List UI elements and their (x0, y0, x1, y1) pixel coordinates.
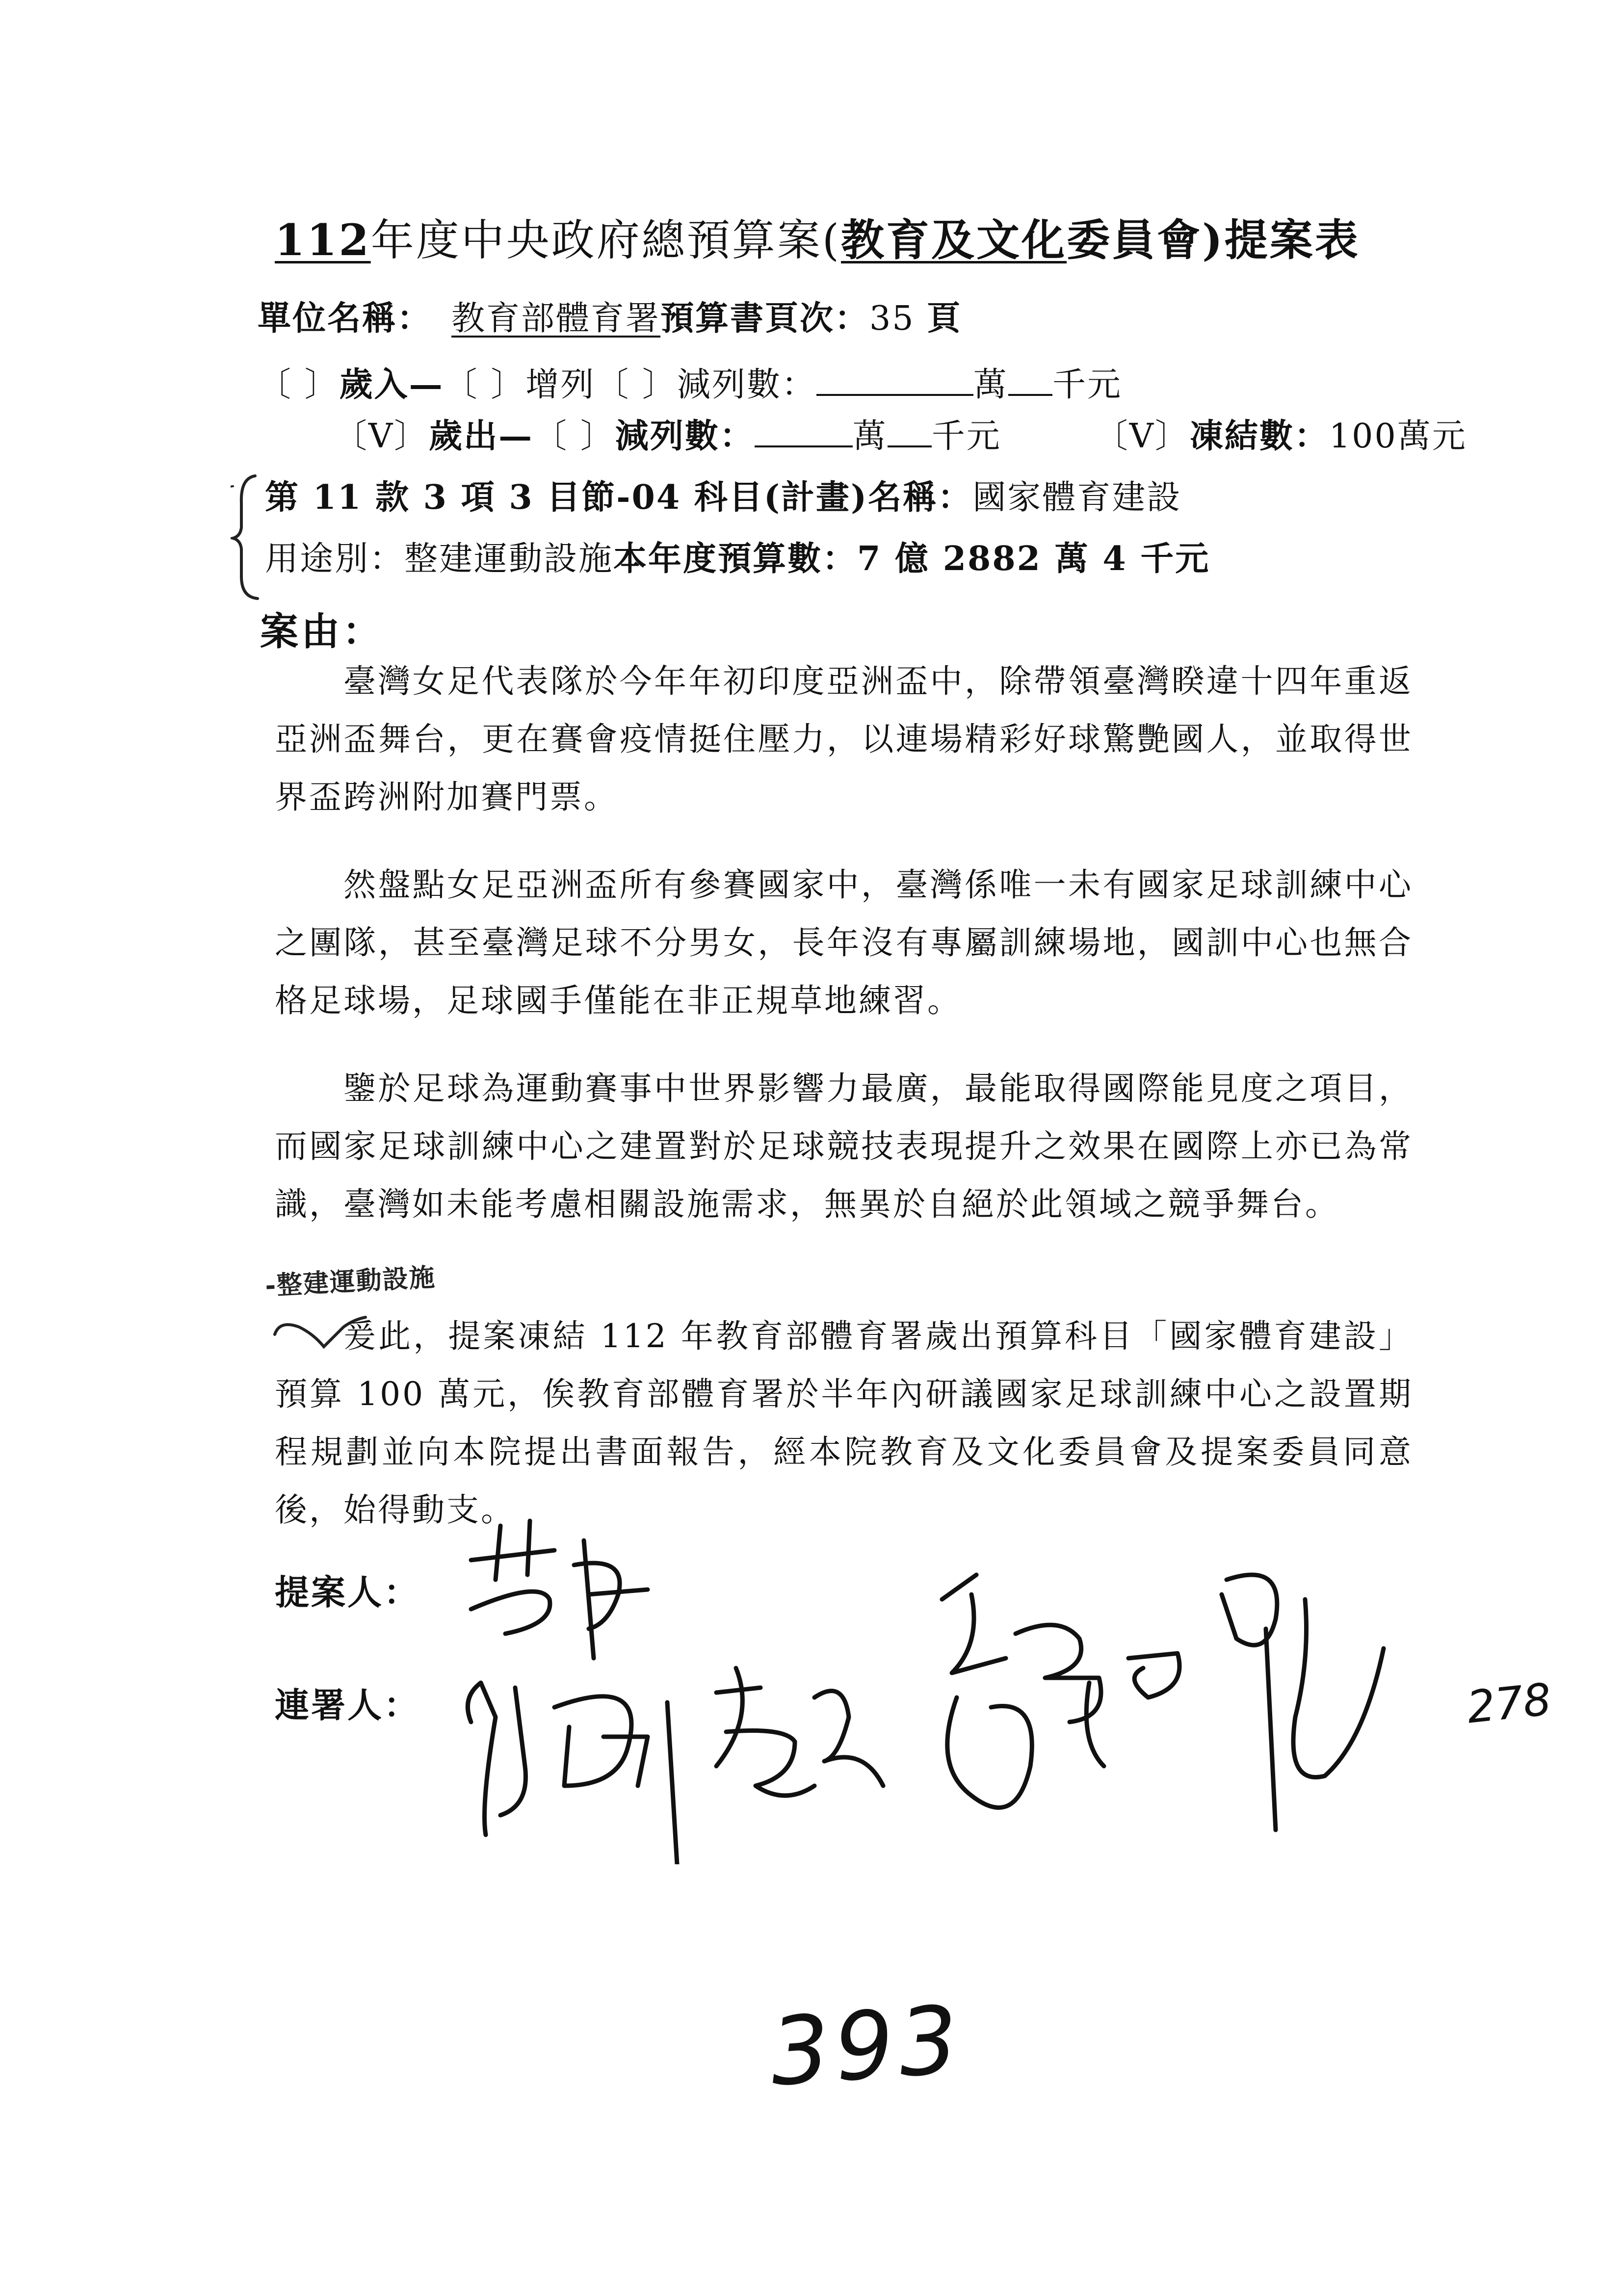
revenue-wan-blank (816, 365, 973, 396)
expense-wan-blank (755, 417, 853, 447)
title-year: 112 (275, 214, 371, 265)
revenue-qian: 千元 (1052, 365, 1122, 404)
page-title (275, 206, 1403, 268)
subject-label: 第 11 款 3 項 3 目節-04 科目(計畫)名稱： (265, 478, 973, 517)
revenue-add: 增列 (525, 365, 596, 404)
corner-number-handwritten (1464, 1673, 1554, 1734)
page-value: 35 (869, 299, 915, 338)
revenue-bracket: 〔 〕 (258, 365, 340, 404)
proposer-label: 提案人： (275, 1572, 420, 1613)
revenue-label: 歲入— (339, 365, 444, 404)
expense-bracket: 〔 〕 (533, 417, 615, 456)
revenue-reduce-bracket: 〔 〕 (595, 365, 677, 404)
expense-wan: 萬 (852, 417, 888, 456)
paragraph-3: 鑒於足球為運動賽事中世界影響力最廣，最能取得國際能見度之項目，而國家足球訓練中心之建置對於足球競技表現提升之效果在國際上亦已為常識，臺灣如未能考慮相關設施需求，無異於自絕於此領域之競爭舞台。 (275, 1070, 1413, 1223)
reason-heading: 案由： (260, 609, 384, 654)
freeze-label: 凍結數： (1189, 417, 1329, 456)
paragraph-2: 然盤點女足亞洲盃所有參賽國家中，臺灣係唯一未有國家足球訓練中心之團隊，甚至臺灣足球不分男女，長年沒有專屬訓練場地，國訓中心也無合格足球場，足球國手僅能在非正規草地練習。 (275, 866, 1413, 1019)
title-part2: 委員會)提案表 (1067, 214, 1360, 265)
paragraph-1: 臺灣女足代表隊於今年年初印度亞洲盃中，除帶領臺灣睽違十四年重返亞洲盃舞台，更在賽會疫情挺住壓力，以連場精彩好球驚艷國人，並取得世界盃跨洲附加賽門票。 (275, 662, 1413, 816)
handwritten-annotation (264, 1261, 437, 1302)
title-part1: 年度中央政府總預算案( (370, 215, 841, 265)
handwritten-brace (231, 473, 260, 601)
page-label: 預算書頁次： (660, 299, 870, 338)
annotation-text: -整建運動設施 (264, 1262, 437, 1302)
page-suffix: 頁 (927, 299, 962, 338)
expense-line (334, 410, 1467, 457)
title-committee: 教育及文化 (841, 214, 1067, 265)
expense-mark: 〔V〕 (334, 417, 429, 456)
expense-label: 歲出— (429, 417, 534, 456)
unit-label: 單位名稱： (258, 299, 432, 338)
expense-qian: 千元 (931, 417, 1001, 456)
cosigner-label: 連署人： (275, 1685, 420, 1725)
freeze-value: 100萬元 (1329, 417, 1467, 456)
budget-label: 本年度預算數： (613, 539, 858, 578)
usage-line (265, 532, 1210, 580)
revenue-wan: 萬 (973, 365, 1008, 404)
unit-line (258, 292, 962, 339)
unit-value: 教育部體育署 (451, 299, 661, 338)
revenue-add-bracket: 〔 〕 (444, 365, 526, 404)
page-number-handwritten (766, 1985, 967, 2107)
subject-line (265, 471, 1181, 519)
signatures (442, 1511, 1398, 1864)
corner-number-text: 278 (1464, 1673, 1554, 1734)
revenue-line (258, 358, 1122, 406)
usage-value: 整建運動設施 (404, 540, 614, 578)
budget-value: 7 億 2882 萬 4 千元 (857, 539, 1210, 578)
freeze-mark: 〔V〕 (1094, 417, 1190, 456)
paragraph-4: 爰此，提案凍結 112 年教育部體育署歲出預算科目「國家體育建設」預算 100 萬元，俟教育部體育署於半年內研議國家足球訓練中心之設置期程規劃並向本院提出書面報告，經本院教育及文化委員會及提案委員同意後，始得動支。 (275, 1317, 1413, 1529)
revenue-qian-blank (1008, 365, 1052, 396)
revenue-reduce: 減列數： (677, 365, 816, 404)
subject-value: 國家體育建設 (972, 478, 1182, 517)
expense-reduce: 減列數： (615, 417, 755, 456)
usage-label: 用途別： (265, 540, 405, 578)
page-number-text: 393 (766, 1985, 967, 2107)
expense-qian-blank (888, 417, 932, 447)
